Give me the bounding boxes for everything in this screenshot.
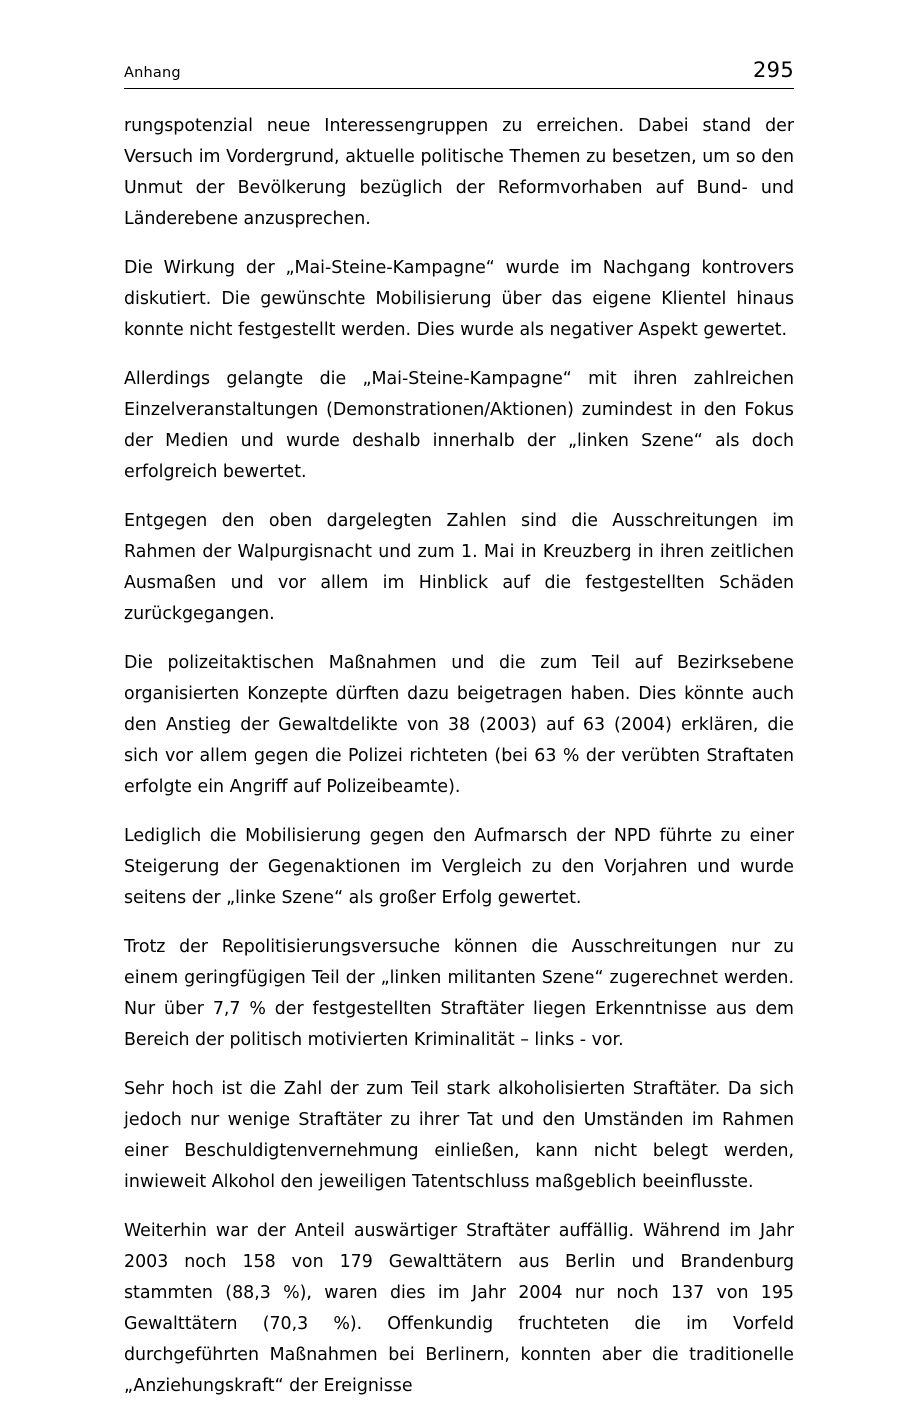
page-content (124, 58, 794, 1402)
page-number: 295 (753, 58, 794, 82)
running-head-section-label: Anhang (124, 65, 181, 81)
paragraph: Sehr hoch ist die Zahl der zum Teil stark alkoholisierten Straftäter. Da sich jedoch nur wenige Straftäter zu ihrer Tat und den Umständen im Rahmen einer Beschuldigtenvernehmung einließen, kann nicht belegt werden, inwieweit Alkohol den jeweiligen Tatentschluss maßgeblich beeinflusste. (124, 1079, 794, 1192)
body-text (124, 111, 794, 1402)
paragraph: Weiterhin war der Anteil auswärtiger Straftäter auffällig. Während im Jahr 2003 noch 158 von 179 Gewalttätern aus Berlin und Brandenburg stammten (88,3 %), waren dies im Jahr 2004 nur noch 137 von 195 Gewalttätern (70,3 %). Offenkundig fruchteten die im Vorfeld durchgeführten Maßnahmen bei Berlinern, konnten aber die traditionelle „Anziehungskraft“ der Ereignisse (124, 1221, 794, 1396)
paragraph: Allerdings gelangte die „Mai-Steine-Kampagne“ mit ihren zahlreichen Einzelveranstaltungen (Demonstrationen/Aktionen) zumindest in den Fokus der Medien und wurde deshalb innerhalb der „linken Szene“ als doch erfolgreich bewertet. (124, 369, 794, 482)
running-head (124, 58, 794, 89)
paragraph: Lediglich die Mobilisierung gegen den Aufmarsch der NPD führte zu einer Steigerung der Gegenaktionen im Vergleich zu den Vorjahren und wurde seitens der „linke Szene“ als großer Erfolg gewertet. (124, 826, 794, 908)
paragraph: Trotz der Repolitisierungsversuche können die Ausschreitungen nur zu einem geringfügigen Teil der „linken militanten Szene“ zugerechnet werden. Nur über 7,7 % der festgestellten Straftäter liegen Erkenntnisse aus dem Bereich der politisch motivierten Kriminalität – links - vor. (124, 937, 794, 1050)
paragraph: Die polizeitaktischen Maßnahmen und die zum Teil auf Bezirksebene organisierten Konzepte dürften dazu beigetragen haben. Dies könnte auch den Anstieg der Gewaltdelikte von 38 (2003) auf 63 (2004) erklären, die sich vor allem gegen die Polizei richteten (bei 63 % der verübten Straftaten erfolgte ein Angriff auf Polizeibeamte). (124, 653, 794, 797)
paragraph: rungspotenzial neue Interessengruppen zu erreichen. Dabei stand der Versuch im Vordergrund, aktuelle politische Themen zu besetzen, um so den Unmut der Bevölkerung bezüglich der Reformvorhaben auf Bund- und Länderebene anzusprechen. (124, 116, 794, 229)
paragraph: Die Wirkung der „Mai-Steine-Kampagne“ wurde im Nachgang kontrovers diskutiert. Die gewünschte Mobilisierung über das eigene Klientel hinaus konnte nicht festgestellt werden. Dies wurde als negativer Aspekt gewertet. (124, 258, 794, 340)
paragraph: Entgegen den oben dargelegten Zahlen sind die Ausschreitungen im Rahmen der Walpurgisnacht und zum 1. Mai in Kreuzberg in ihren zeitlichen Ausmaßen und vor allem im Hinblick auf die festgestellten Schäden zurückgegangen. (124, 511, 794, 624)
